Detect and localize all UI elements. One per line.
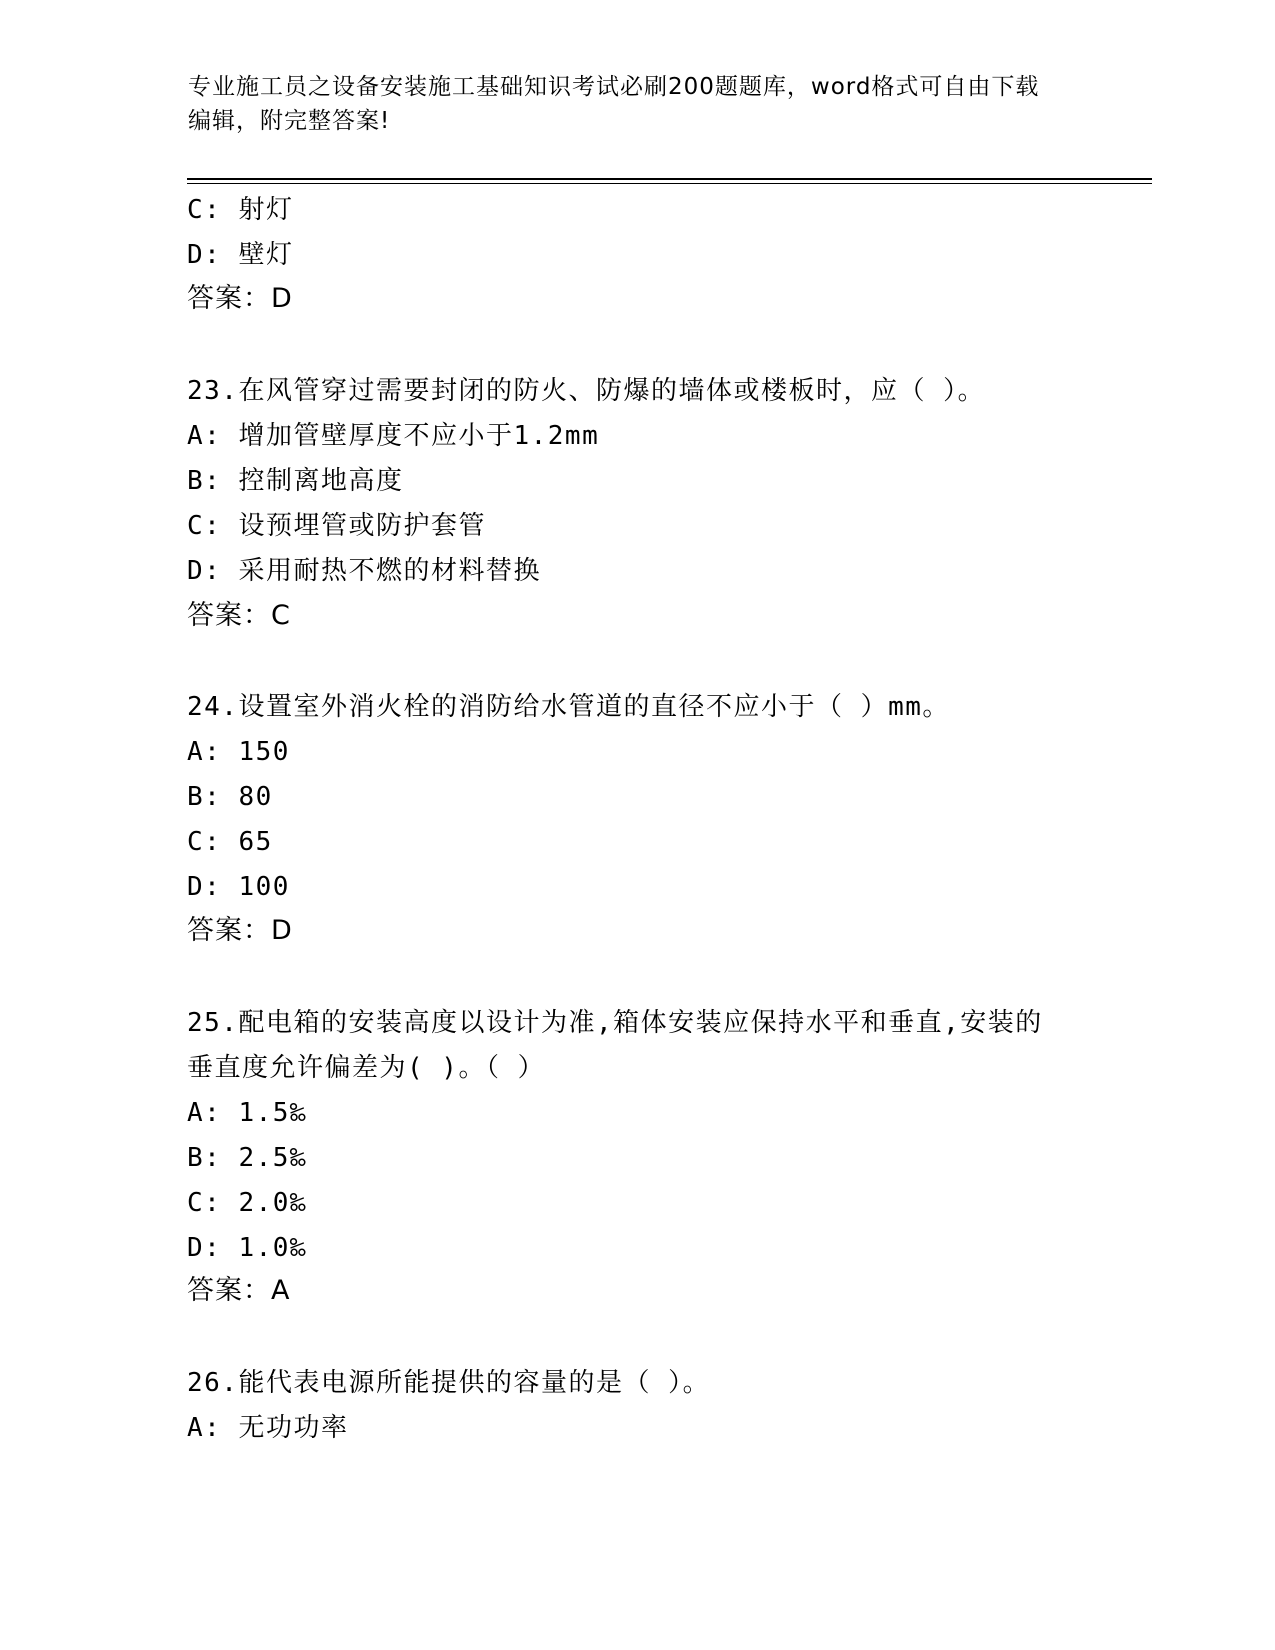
q23-question: 23.在风管穿过需要封闭的防火、防爆的墙体或楼板时，应（ ）。 — [187, 376, 986, 406]
q22-option-c: C: 射灯 — [187, 195, 294, 225]
q24-option-a: A: 150 — [187, 737, 290, 767]
q26-option-a: A: 无功功率 — [187, 1413, 349, 1443]
q25-question-line-1: 25.配电箱的安装高度以设计为准,箱体安装应保持水平和垂直,安装的 — [187, 1008, 1043, 1038]
q24-option-d: D: 100 — [187, 872, 290, 902]
q23-option-a: A: 增加管壁厚度不应小于1.2mm — [187, 421, 600, 451]
q24-option-b: B: 80 — [187, 782, 273, 812]
q23-option-c: C: 设预埋管或防护套管 — [187, 511, 486, 541]
q25-option-b: B: 2.5‰ — [187, 1143, 308, 1173]
q24-option-c: C: 65 — [187, 827, 273, 857]
q25-option-a: A: 1.5‰ — [187, 1098, 308, 1128]
q25-option-d: D: 1.0‰ — [187, 1233, 308, 1263]
q23-option-b: B: 控制离地高度 — [187, 466, 404, 496]
q25-option-c: C: 2.0‰ — [187, 1188, 308, 1218]
q26-question: 26.能代表电源所能提供的容量的是（ ）。 — [187, 1368, 711, 1398]
q25-question-line-2: 垂直度允许偏差为( )。（ ） — [187, 1053, 546, 1083]
header-rule-thick — [187, 178, 1152, 180]
q24-answer: 答案：D — [187, 915, 293, 946]
header-line-2: 编辑，附完整答案! — [188, 108, 391, 134]
q24-question: 24.设置室外消火栓的消防给水管道的直径不应小于（ ）mm。 — [187, 692, 950, 722]
q22-option-d: D: 壁灯 — [187, 240, 294, 270]
header-line-1: 专业施工员之设备安装施工基础知识考试必刷200题题库，word格式可自由下载 — [188, 74, 1040, 100]
header-rule-thin — [187, 183, 1152, 184]
q23-answer: 答案：C — [187, 600, 291, 631]
q22-answer: 答案：D — [187, 283, 293, 314]
q23-option-d: D: 采用耐热不燃的材料替换 — [187, 556, 541, 586]
document-header — [188, 70, 1088, 138]
q25-answer: 答案：A — [187, 1275, 291, 1306]
